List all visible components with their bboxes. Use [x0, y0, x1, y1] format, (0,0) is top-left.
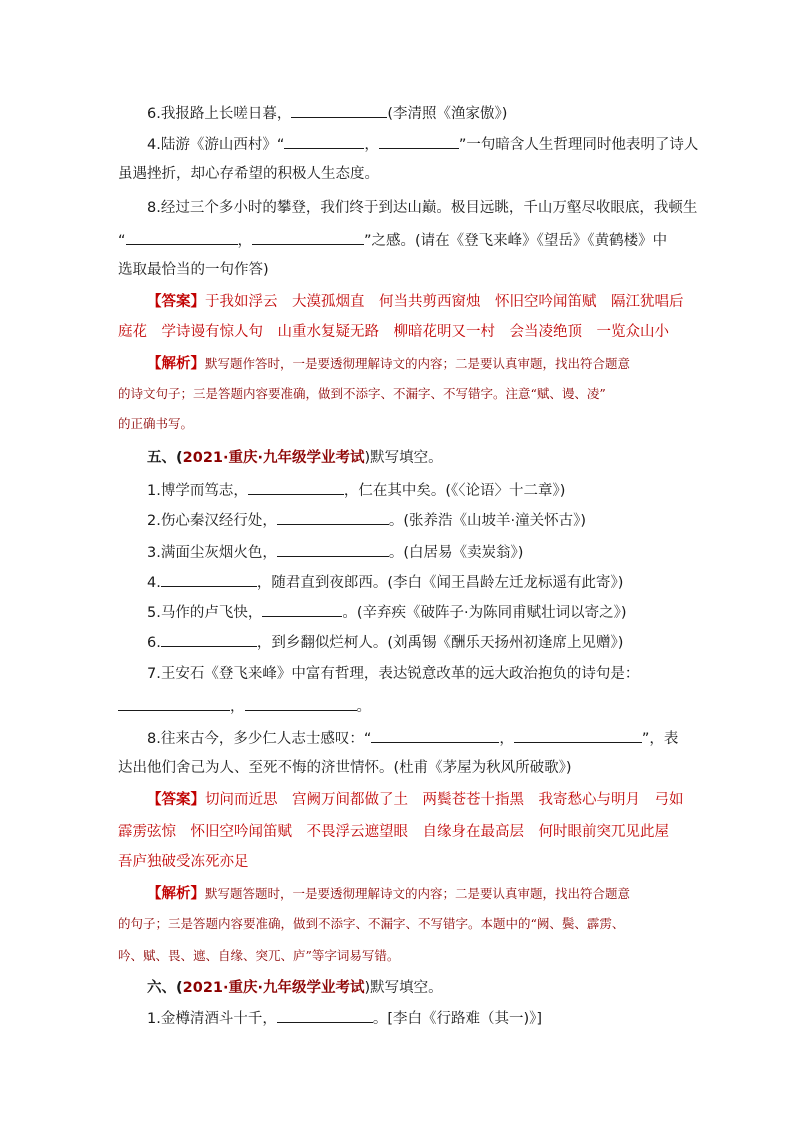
- text-segment: 切问而近思 宫阙万间都做了土 两鬓苍苍十指黑 我寄愁心与明月 弓如: [205, 792, 684, 808]
- answer-blank: [371, 728, 499, 743]
- text-segment: 庭花 学诗谩有惊人句 山重水复疑无路 柳暗花明又一村 会当凌绝顶 一览众山小: [118, 324, 669, 340]
- text-segment: 达出他们舍己为人、至死不悔的济世情怀。(杜甫《茅屋为秋风所破歌》): [118, 760, 572, 776]
- text-segment: 3.满面尘灰烟火色，: [147, 545, 277, 561]
- answer-label: 【答案】: [147, 792, 205, 808]
- text-segment: 。(辛弃疾《破阵子·为陈同甫赋壮词以寄之》): [342, 605, 627, 621]
- text-line: [147, 790, 684, 810]
- question-source: 2021·重庆·九年级学业考试: [182, 450, 365, 466]
- text-line: [147, 292, 684, 312]
- answer-blank: [161, 572, 257, 587]
- text-segment: 六、(: [147, 980, 183, 996]
- text-line: [147, 632, 623, 653]
- text-segment: ，仁在其中矣。(《〈论语〉十二章》): [343, 483, 566, 499]
- analysis-label: 【解析】: [147, 886, 205, 902]
- text-segment: ，: [237, 233, 253, 249]
- text-segment: 。[李白《行路难（其一)》]: [372, 1011, 543, 1027]
- text-segment: 4.: [147, 575, 161, 591]
- text-line: [118, 696, 371, 717]
- text-line: [147, 664, 639, 684]
- text-segment: 吾庐独破受冻死亦足: [118, 854, 249, 870]
- text-segment: 7.王安石《登飞来峰》中富有哲理，表达锐意改革的远大政治抱负的诗句是：: [147, 666, 640, 682]
- text-line: [147, 103, 507, 124]
- text-line: [118, 414, 193, 434]
- text-segment: (李清照《渔家傲》): [387, 106, 508, 122]
- answer-blank: [277, 542, 389, 557]
- text-segment: 1.金樽清酒斗十千，: [147, 1011, 277, 1027]
- answer-blank: [277, 1008, 373, 1023]
- answer-blank: [291, 103, 387, 118]
- text-segment: 默写题作答时，一是要透彻理解诗文的内容；二是要认真审题，找出符合题意: [205, 356, 631, 371]
- text-line: [147, 448, 443, 468]
- text-line: [118, 322, 669, 342]
- answer-label: 【答案】: [147, 294, 205, 310]
- text-line: [147, 134, 698, 155]
- text-segment: 8.往来古今，多少仁人志士感叹：“: [147, 731, 372, 747]
- text-line: [147, 1008, 542, 1029]
- text-line: [118, 914, 624, 934]
- analysis-label: 【解析】: [147, 356, 205, 372]
- answer-blank: [514, 728, 642, 743]
- text-segment: 。(白居易《卖炭翁》): [388, 545, 524, 561]
- text-line: [147, 602, 627, 623]
- question-source: 2021·重庆·九年级学业考试: [182, 980, 365, 996]
- text-line: [118, 822, 669, 842]
- answer-blank: [248, 480, 344, 495]
- text-segment: 于我如浮云 大漠孤烟直 何当共剪西窗烛 怀旧空吟闻笛赋 隔江犹唱后: [205, 294, 684, 310]
- text-line: [118, 946, 399, 966]
- text-line: [118, 852, 249, 872]
- text-line: [118, 260, 269, 280]
- text-line: [147, 354, 630, 374]
- text-segment: 5.马作的卢飞快，: [147, 605, 263, 621]
- text-segment: 1.博学而笃志，: [147, 483, 248, 499]
- answer-blank: [277, 510, 389, 525]
- text-segment: ”，表: [641, 731, 679, 747]
- answer-blank: [161, 632, 257, 647]
- text-line: [118, 384, 606, 404]
- text-line: [118, 758, 572, 778]
- text-line: [118, 230, 667, 251]
- text-line: [118, 164, 379, 184]
- answer-blank: [126, 230, 238, 245]
- answer-blank: [262, 602, 342, 617]
- answer-blank: [252, 230, 364, 245]
- text-line: [147, 542, 523, 563]
- text-segment: 虽遇挫折，却心存希望的积极人生态度。: [118, 166, 379, 182]
- text-segment: 8.经过三个多小时的攀登，我们终于到达山巅。极目远眺，千山万壑尽收眼底，我顿生: [147, 200, 698, 216]
- text-line: [147, 978, 443, 998]
- text-segment: 五、(: [147, 450, 183, 466]
- text-segment: 的句子；三是答题内容要准确，做到不添字、不漏字、不写错字。本题中的“阙、鬓、霹雳、: [118, 916, 625, 931]
- text-segment: 选取最恰当的一句作答): [118, 262, 269, 278]
- text-segment: 6.我报路上长嗟日暮，: [147, 106, 292, 122]
- answer-blank: [118, 696, 230, 711]
- answer-blank: [284, 134, 364, 149]
- text-segment: 。(张养浩《山坡羊·潼关怀古》): [388, 513, 587, 529]
- text-segment: ，: [499, 731, 514, 747]
- text-line: [147, 480, 565, 501]
- text-segment: 的正确书写。: [118, 416, 194, 431]
- text-segment: ，: [230, 699, 245, 715]
- text-segment: )默写填空。: [364, 980, 443, 996]
- answer-blank: [379, 134, 459, 149]
- text-segment: 6.: [147, 635, 161, 651]
- text-segment: 。: [356, 699, 371, 715]
- text-segment: ”之感。(请在《登飞来峰》《望岳》《黄鹤楼》中: [364, 233, 668, 249]
- text-line: [147, 198, 697, 218]
- text-line: [147, 510, 586, 531]
- answer-blank: [245, 696, 357, 711]
- text-line: [147, 572, 623, 593]
- text-segment: 4.陆游《游山西村》“: [147, 137, 285, 153]
- text-segment: 2.伤心秦汉经行处，: [147, 513, 277, 529]
- text-segment: 吟、赋、畏、遮、自缘、突兀、庐”等字词易写错。: [118, 948, 400, 963]
- text-line: [147, 884, 630, 904]
- text-segment: “: [118, 233, 126, 249]
- text-segment: ”一句暗含人生哲理同时他表明了诗人: [458, 137, 699, 153]
- text-segment: ，: [364, 137, 379, 153]
- text-line: [147, 728, 678, 749]
- text-segment: ，到乡翻似烂柯人。(刘禹锡《酬乐天扬州初逢席上见赠》): [256, 635, 624, 651]
- text-segment: )默写填空。: [364, 450, 443, 466]
- text-segment: 霹雳弦惊 怀旧空吟闻笛赋 不畏浮云遮望眼 自缘身在最高层 何时眼前突兀见此屋: [118, 824, 669, 840]
- text-segment: ，随君直到夜郎西。(李白《闻王昌龄左迁龙标遥有此寄》): [256, 575, 624, 591]
- text-segment: 的诗文句子；三是答题内容要准确，做到不添字、不漏字、不写错字。注意“赋、谩、凌”: [118, 386, 606, 401]
- text-segment: 默写题答题时，一是要透彻理解诗文的内容；二是要认真审题，找出符合题意: [205, 886, 631, 901]
